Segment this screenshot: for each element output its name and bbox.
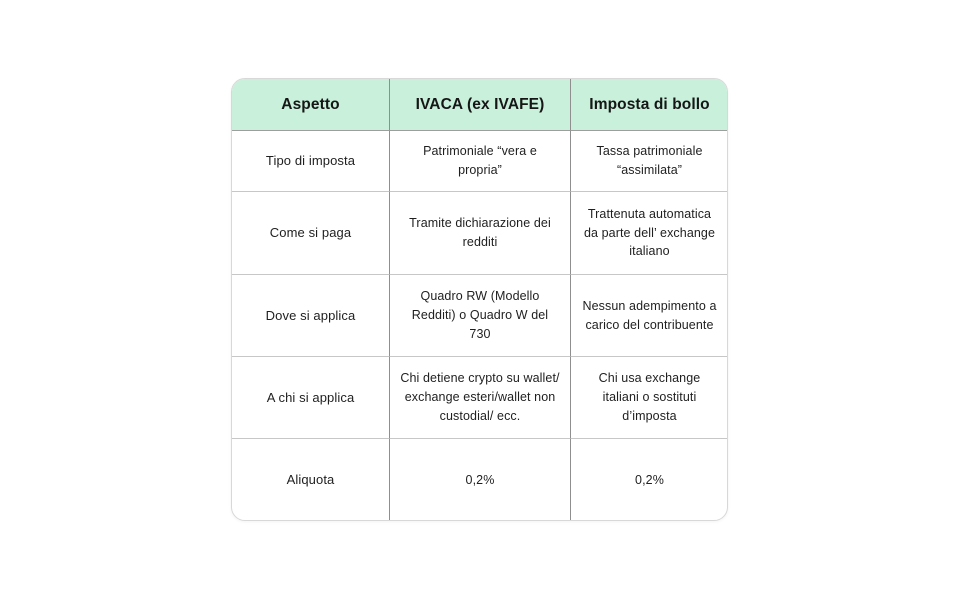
cell-aliquota-bollo: 0,2%	[635, 472, 664, 487]
row-label-aliquota: Aliquota	[232, 439, 390, 521]
row-label-tipo-di-imposta: Tipo di imposta	[232, 131, 390, 192]
cell-dove-ivaca: Quadro RW (Modello Redditi) o Quadro W del 730	[390, 275, 571, 357]
comparison-table	[231, 78, 728, 521]
cell-tipo-ivaca: Patrimoniale “vera e propria”	[390, 131, 571, 192]
cell-paga-ivaca: Tramite dichiarazione dei redditi	[390, 192, 571, 275]
cell-paga-bollo: Trattenuta automatica da parte dell’ exchange italiano	[571, 192, 728, 275]
row-label-come-si-paga: Come si paga	[232, 192, 390, 275]
cell-chi-bollo: Chi usa exchange italiani o sostituti d’imposta	[571, 357, 728, 439]
cell-tipo-bollo: Tassa patrimoniale “assimilata”	[571, 131, 728, 192]
cell-chi-ivaca: Chi detiene crypto su wallet/ exchange esteri/wallet non custodial/ ecc.	[390, 357, 571, 439]
header-cell-aspetto: Aspetto	[232, 79, 390, 131]
cell-aliquota-ivaca: 0,2%	[390, 439, 571, 521]
row-label-a-chi-si-applica: A chi si applica	[232, 357, 390, 439]
header-cell-imposta-di-bollo: Imposta di bollo	[571, 79, 728, 131]
cell-dove-bollo: Nessun adempimento a carico del contribuente	[571, 275, 728, 357]
row-label-dove-si-applica: Dove si applica	[232, 275, 390, 357]
header-cell-ivaca: IVACA (ex IVAFE)	[390, 79, 571, 131]
